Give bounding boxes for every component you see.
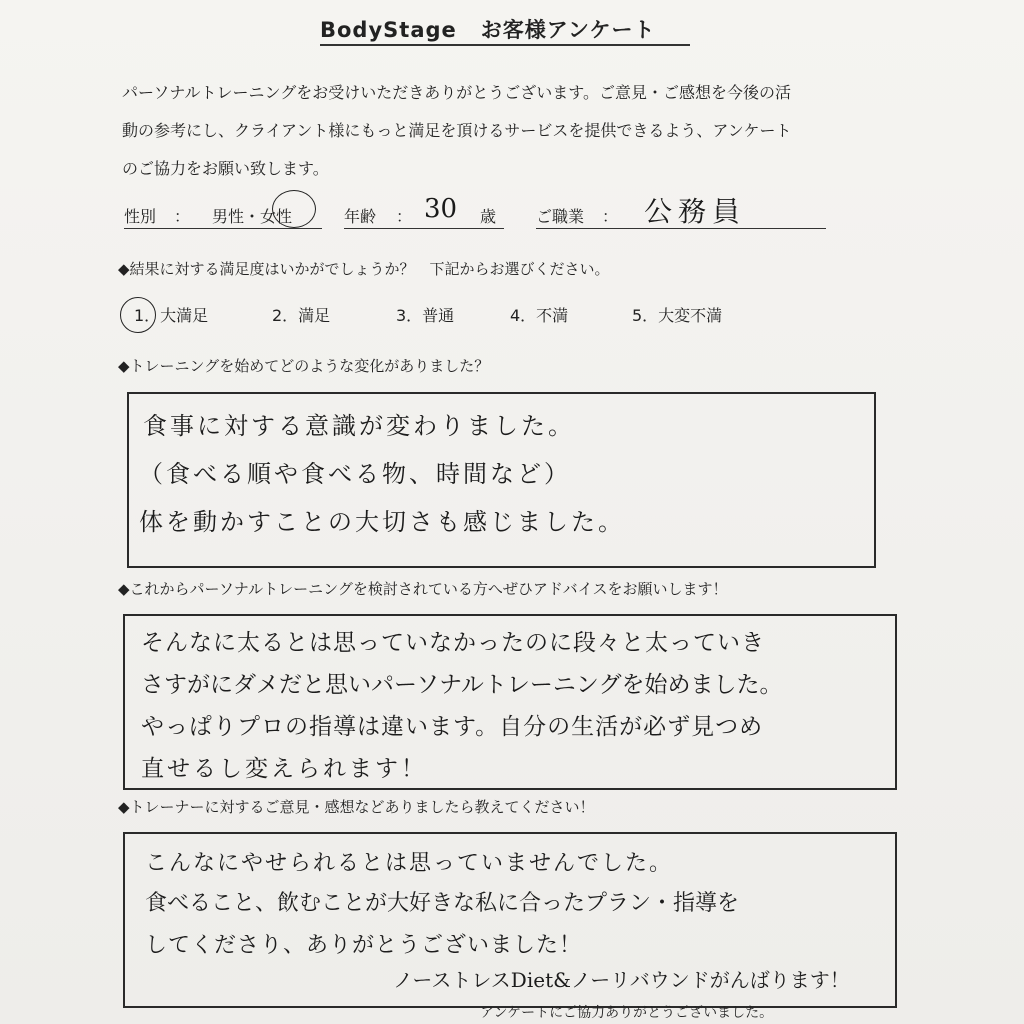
page-title	[320, 14, 690, 46]
gender-label: 性別	[124, 207, 157, 226]
job-value: 公務員	[644, 195, 747, 228]
brand-name: BodyStage	[320, 18, 457, 42]
choice-satisfied: 2．満足	[272, 306, 331, 325]
answer-line: （食べる順や食べる物、時間など）	[139, 460, 571, 488]
job-underline	[536, 228, 826, 229]
answer-line: さすがにダメだと思いパーソナルトレーニングを始めました。	[141, 672, 783, 698]
intro-line: パーソナルトレーニングをお受けいただきありがとうございます。ご意見・ご感想を今後の活	[122, 83, 791, 102]
job-colon: ：	[602, 207, 619, 226]
choice-very-dissatisfied: 5．大変不満	[632, 306, 723, 325]
question-changes: ◆トレーニングを始めてどのような変化がありました？	[118, 357, 490, 375]
profile-row	[124, 194, 864, 234]
choice-dissatisfied: 4．不満	[510, 306, 569, 325]
age-unit: 歳	[480, 207, 497, 226]
intro-line: のご協力をお願い致します。	[122, 159, 329, 178]
answer-box-advice	[123, 614, 897, 790]
age-underline	[344, 228, 504, 229]
gender-colon: ：	[174, 207, 191, 226]
answer-line: 体を動かすことの大切さも感じました。	[139, 508, 625, 536]
question-satisfaction: ◆結果に対する満足度はいかがでしょうか？ 下記からお選びください。	[118, 260, 610, 278]
answer-line: 直せるし変えられます！	[141, 756, 427, 782]
answer-line: してくださり、ありがとうございました！	[145, 933, 583, 958]
age-colon: ：	[396, 207, 413, 226]
answer-line: 食べること、飲むことが大好きな私に合ったプラン・指導を	[145, 891, 740, 916]
intro-text	[122, 74, 902, 188]
answer-line: やっぱりプロの指導は違います。自分の生活が必ず見つめ	[141, 714, 764, 740]
job-label: ご職業	[536, 207, 585, 226]
answer-line: 食事に対する意識が変わりました。	[143, 412, 575, 440]
answer-box-feedback	[123, 832, 897, 1008]
answer-line: そんなに太るとは思っていなかったのに段々と太っていき	[141, 630, 765, 656]
question-feedback: ◆トレーナーに対するご意見・感想などありましたら教えてください！	[118, 798, 595, 816]
intro-line: 動の参考にし、クライアント様にもっと満足を頂けるサービスを提供できるよう、アンケート	[122, 121, 792, 140]
gender-selected-circle	[272, 190, 316, 228]
footer-thanks: アンケートにご協力ありがとうございました。	[480, 1005, 774, 1021]
satisfaction-choices	[124, 303, 824, 333]
survey-title: お客様アンケート	[480, 18, 656, 42]
gender-underline	[124, 228, 322, 229]
question-advice: ◆これからパーソナルトレーニングを検討されている方へぜひアドバイスをお願いします！	[118, 580, 728, 598]
gender-options: 男性・女性	[212, 207, 293, 226]
choice-very-satisfied: 1．大満足	[134, 306, 209, 325]
choice-neutral: 3．普通	[396, 306, 455, 325]
age-value: 30	[424, 194, 458, 224]
answer-box-changes	[127, 392, 876, 568]
answer-line: こんなにやせられるとは思っていませんでした。	[145, 851, 674, 876]
age-label: 年齢	[344, 207, 377, 226]
answer-line: ノーストレスDiet&ノーリバウンドがんばります！	[393, 968, 850, 992]
choice-selected-circle	[120, 297, 156, 333]
